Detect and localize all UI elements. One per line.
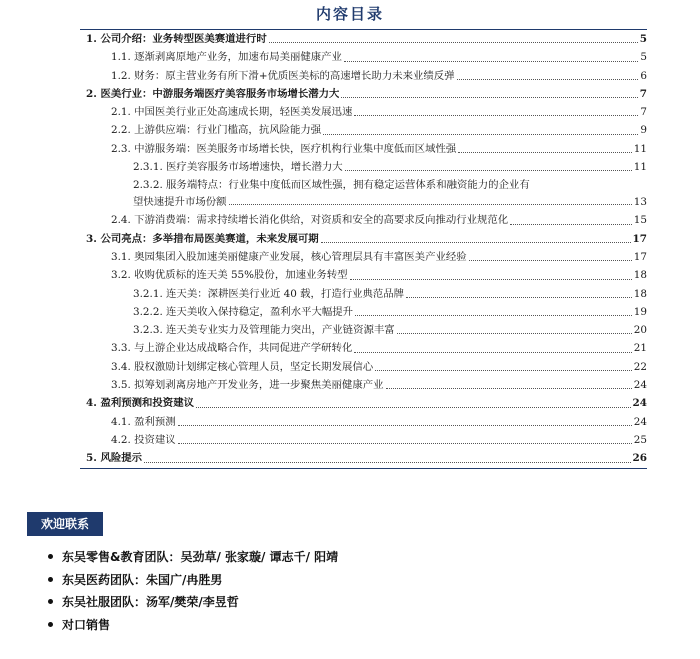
toc-entry-text: 4. 盈利预测和投资建议 xyxy=(86,397,194,410)
toc-page-number: 11 xyxy=(633,161,647,174)
toc-entry-text: 2.3.2. 服务端特点：行业集中度低而区域性强，拥有稳定运营体系和融资能力的企业有 xyxy=(133,179,530,192)
toc-entry[interactable] xyxy=(80,230,647,248)
toc-entry[interactable] xyxy=(80,158,647,176)
toc-page-number: 5 xyxy=(639,33,647,45)
toc-page-number: 13 xyxy=(633,195,647,208)
toc-page-number: 21 xyxy=(633,342,647,355)
bullet-icon xyxy=(48,554,53,559)
toc-entry-text: 1.2. 财务：原主营业务有所下滑+优质医美标的高速增长助力未来业绩反弹 xyxy=(111,69,455,82)
toc-title: 内容目录 xyxy=(315,5,384,23)
toc-leader-dots xyxy=(406,297,632,298)
bullet-icon xyxy=(48,599,53,604)
toc-entry-text-continued: 望快速提升市场份额 xyxy=(133,195,227,208)
toc-entry[interactable] xyxy=(80,121,647,139)
toc-page-number: 5 xyxy=(640,51,647,64)
toc-page-number: 24 xyxy=(632,397,647,410)
toc-leader-dots xyxy=(229,204,632,205)
toc-page-number: 9 xyxy=(640,124,647,137)
toc-entry[interactable] xyxy=(80,48,647,66)
toc-leader-dots xyxy=(469,260,632,261)
toc-leader-dots xyxy=(355,315,632,316)
toc-entry-text: 3.2.1. 连天美：深耕医美行业近 40 载，打造行业典范品牌 xyxy=(133,287,405,300)
toc-entry[interactable] xyxy=(80,176,647,211)
toc-page-number: 24 xyxy=(633,379,647,392)
toc-page-number: 24 xyxy=(633,415,647,428)
toc-entry[interactable] xyxy=(80,413,647,431)
contact-item-text: 东吴零售&教育团队：吴劲草/ 张家璇/ 谭志千/ 阳靖 xyxy=(62,550,339,564)
toc-entry[interactable] xyxy=(80,431,647,449)
toc-entry-text: 2.4. 下游消费端：需求持续增长消化供给，对资质和安全的高要求反向推动行业规范化 xyxy=(111,214,509,227)
toc-entry-text: 2.3.1. 医疗美容服务市场增速快，增长潜力大 xyxy=(133,161,343,174)
toc-entry[interactable] xyxy=(80,303,647,321)
toc-entry-text: 1.1. 逐渐剥离原地产业务，加速布局美丽健康产业 xyxy=(111,51,342,64)
toc-leader-dots xyxy=(144,462,631,463)
toc-page-number: 17 xyxy=(633,250,647,263)
toc-entry-text: 3.2.3. 连天美专业实力及管理能力突出，产业链资源丰富 xyxy=(133,324,395,337)
toc-leader-dots xyxy=(196,407,631,408)
toc-entry-text: 3.2. 收购优质标的连天美 55%股份，加速业务转型 xyxy=(111,269,348,282)
toc-leader-dots xyxy=(354,352,631,353)
toc-entry-text: 2.3. 中游服务端：医美服务市场增长快，医疗机构行业集中度低而区域性强 xyxy=(111,142,457,155)
contact-item-text: 东吴社服团队：汤军/樊荣/李昱哲 xyxy=(62,595,239,609)
bullet-icon xyxy=(48,622,53,627)
toc-entry[interactable] xyxy=(80,358,647,376)
toc-entry[interactable] xyxy=(80,30,647,48)
toc-leader-dots xyxy=(457,79,639,80)
table-of-contents xyxy=(80,29,647,469)
toc-page-number: 20 xyxy=(633,324,647,337)
toc-page-number: 11 xyxy=(633,142,647,155)
toc-entry-text: 5. 风险提示 xyxy=(86,452,143,465)
toc-entry-text: 3.4. 股权激励计划绑定核心管理人员，坚定长期发展信心 xyxy=(111,360,374,373)
toc-leader-dots xyxy=(375,370,632,371)
contact-item xyxy=(48,591,338,614)
toc-leader-dots xyxy=(323,134,638,135)
toc-page-number: 7 xyxy=(639,87,647,100)
contact-item-text: 东吴医药团队：朱国广/冉胜男 xyxy=(62,572,223,587)
toc-entry-text: 4.2. 投资建议 xyxy=(111,433,176,446)
toc-leader-dots xyxy=(397,333,632,334)
contact-item xyxy=(48,569,338,592)
toc-leader-dots xyxy=(341,97,637,98)
toc-entry-text: 3. 公司亮点：多举措布局医美赛道，未来发展可期 xyxy=(86,232,319,245)
toc-leader-dots xyxy=(345,170,632,171)
toc-entry[interactable] xyxy=(80,211,647,229)
toc-entry[interactable] xyxy=(80,266,647,284)
toc-page-number: 7 xyxy=(640,106,647,119)
toc-entry[interactable] xyxy=(80,321,647,339)
toc-page-number: 18 xyxy=(633,269,647,282)
toc-entry-text: 1. 公司介绍：业务转型医美赛道进行时 xyxy=(86,33,267,45)
toc-entry-text: 2. 医美行业：中游服务端医疗美容服务市场增长潜力大 xyxy=(86,87,340,100)
contact-item-text: 对口销售 xyxy=(62,617,111,632)
toc-entry[interactable] xyxy=(80,103,647,121)
toc-page-number: 22 xyxy=(633,360,647,373)
toc-page-number: 26 xyxy=(632,452,647,465)
toc-entry-text: 4.1. 盈利预测 xyxy=(111,415,176,428)
toc-page-number: 19 xyxy=(633,305,647,318)
toc-page-number: 18 xyxy=(633,287,647,300)
toc-page-number: 25 xyxy=(633,433,647,446)
toc-leader-dots xyxy=(386,388,632,389)
toc-entry[interactable] xyxy=(80,449,647,467)
toc-leader-dots xyxy=(350,279,632,280)
bullet-icon xyxy=(48,577,53,582)
contact-item xyxy=(48,614,338,637)
toc-entry-text: 3.2.2. 连天美收入保持稳定，盈利水平大幅提升 xyxy=(133,305,354,318)
toc-page-number: 6 xyxy=(640,69,647,82)
toc-entry[interactable] xyxy=(80,376,647,394)
toc-leader-dots xyxy=(178,443,632,444)
toc-leader-dots xyxy=(178,425,632,426)
contact-item xyxy=(48,546,338,569)
toc-entry-text: 3.5. 拟筹划剥离房地产开发业务，进一步聚焦美丽健康产业 xyxy=(111,379,384,392)
toc-leader-dots xyxy=(269,42,638,43)
toc-entry-text: 3.3. 与上游企业达成战略合作，共同促进产学研转化 xyxy=(111,342,353,355)
toc-entry[interactable] xyxy=(80,67,647,85)
toc-entry[interactable] xyxy=(80,394,647,412)
contact-heading: 欢迎联系 xyxy=(27,512,103,536)
toc-leader-dots xyxy=(321,242,631,243)
contact-list xyxy=(48,546,338,636)
toc-leader-dots xyxy=(344,61,638,62)
toc-entry-text: 3.1. 奥园集团入股加速美丽健康产业发展，核心管理层具有丰富医美产业经验 xyxy=(111,250,467,263)
toc-leader-dots xyxy=(354,115,638,116)
toc-entry[interactable] xyxy=(80,85,647,103)
toc-entry[interactable] xyxy=(80,339,647,357)
toc-entry[interactable] xyxy=(80,140,647,158)
toc-leader-dots xyxy=(510,224,632,225)
toc-page-number: 15 xyxy=(633,214,647,227)
toc-entry[interactable] xyxy=(80,248,647,266)
toc-entry-text: 2.1. 中国医美行业正处高速成长期，轻医美发展迅速 xyxy=(111,106,353,119)
toc-page-number: 17 xyxy=(632,232,647,245)
toc-leader-dots xyxy=(458,152,632,153)
toc-entry[interactable] xyxy=(80,285,647,303)
toc-entry-text: 2.2. 上游供应端：行业门槛高，抗风险能力强 xyxy=(111,124,322,137)
